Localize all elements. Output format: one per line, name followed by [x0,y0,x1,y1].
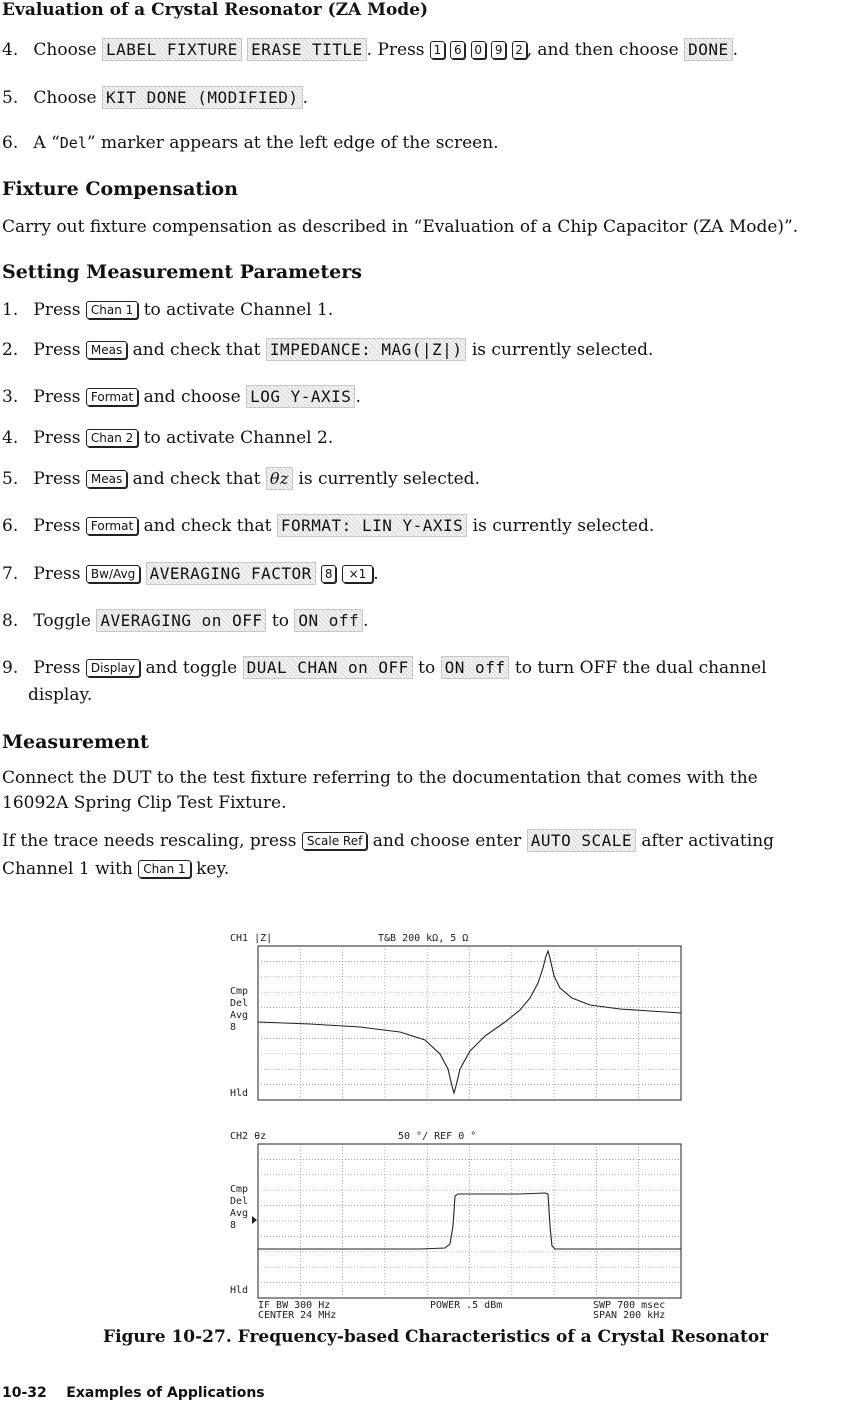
key-0[interactable]: 0 [471,41,486,59]
key-1[interactable]: 1 [430,41,445,59]
step-text: , and then choose [526,40,679,60]
step-text: Choose [33,40,97,60]
step-number: 3. [2,387,19,407]
footer-center: CENTER 24 MHz [258,1310,337,1321]
setting-step-2 [2,340,653,360]
setting-step-4 [2,428,333,448]
key-meas[interactable]: Meas [86,341,127,359]
setting-step-6 [2,516,654,536]
softkey-log-y-axis[interactable]: LOG Y-AXIS [246,385,355,408]
step-text: . [373,564,379,584]
analyzer-screen-figure [220,926,690,1326]
step-text: and check that [132,340,261,360]
step-text: is currently selected. [298,469,480,489]
step-text: Press [33,469,81,489]
measurement-p2a [2,831,774,851]
step-text: Toggle [33,611,91,631]
ch2-label: CH2 θz [230,1131,267,1142]
key-meas[interactable]: Meas [86,470,127,488]
measurement-p1b: 16092A Spring Clip Test Fixture. [2,793,287,813]
key-8[interactable]: 8 [321,565,336,583]
step-text: Press [33,564,81,584]
ch1-side-hld: Hld [230,1088,249,1099]
page-footer: 10-32 Examples of Applications [2,1385,265,1401]
para-text: key. [196,859,230,879]
ch2-side-cmp: Cmp [230,1184,249,1195]
ch1-scale: T&B 200 kΩ, 5 Ω [378,933,469,944]
fixture-text: Carry out fixture compensation as described in “Evaluation of a Chip Capacitor (ZA Mode)”. [2,217,799,237]
key-display[interactable]: Display [86,659,140,677]
key-6[interactable]: 6 [450,41,465,59]
step-4 [2,40,738,60]
step-6 [2,133,499,153]
step-text: to turn OFF the dual channel [514,658,767,678]
step-text: . Press [366,40,425,60]
para-text: and choose enter [372,831,522,851]
measurement-heading: Measurement [2,731,149,753]
step-text: Press [33,300,81,320]
ch2-side-avg: Avg [230,1208,249,1219]
softkey-auto-scale[interactable]: AUTO SCALE [527,829,636,852]
setting-step-9-cont: display. [28,685,93,705]
step-text: to activate Channel 2. [143,428,334,448]
step-text: . [302,88,308,108]
step-number: 9. [2,658,19,678]
key-bw-avg[interactable]: Bw/Avg [86,565,140,583]
step-text: Press [33,658,81,678]
step-number: 5. [2,88,19,108]
setting-step-7 [2,564,379,584]
footer-if-bw: IF BW 300 Hz [258,1300,331,1311]
key-chan-2[interactable]: Chan 2 [86,429,138,447]
softkey-averaging-factor[interactable]: AVERAGING FACTOR [146,562,316,585]
ch1-side-cmp: Cmp [230,986,249,997]
ch2-graticule [258,1144,681,1298]
step-number: 4. [2,428,19,448]
step-number: 8. [2,611,19,631]
fixture-heading: Fixture Compensation [2,178,238,200]
softkey-format-lin-y-axis[interactable]: FORMAT: LIN Y-AXIS [277,514,467,537]
key-x1[interactable]: ×1 [342,565,374,583]
ch1-graticule [258,946,681,1100]
setting-heading: Setting Measurement Parameters [2,261,362,283]
key-format[interactable]: Format [86,388,138,406]
ref-marker-icon [252,1216,257,1224]
setting-step-3 [2,387,361,407]
softkey-impedance-mag[interactable]: IMPEDANCE: MAG(|Z|) [266,338,467,361]
setting-step-9 [2,658,767,678]
key-format[interactable]: Format [86,517,138,535]
page-title: Evaluation of a Crystal Resonator (ZA Mode) [2,0,429,20]
step-number: 5. [2,469,19,489]
footer-power: POWER .5 dBm [430,1300,503,1311]
step-5 [2,88,308,108]
step-text: and choose [143,387,241,407]
footer-span: SPAN 200 kHz [593,1310,666,1321]
step-text: to activate Channel 1. [143,300,334,320]
step-number: 6. [2,516,19,536]
setting-step-5 [2,469,480,489]
softkey-done[interactable]: DONE [684,38,733,61]
para-text: If the trace needs rescaling, press [2,831,297,851]
step-text: Press [33,387,81,407]
step-number: 1. [2,300,19,320]
step-text: ” marker appears at the left edge of the screen. [86,133,499,153]
step-text: and check that [143,516,272,536]
setting-step-1 [2,300,333,320]
figure-caption: Figure 10-27. Frequency-based Characteristics of a Crystal Resonator [103,1327,769,1347]
step-text: to [418,658,436,678]
ch1-label: CH1 |Z| [230,933,273,944]
ch2-side-hld: Hld [230,1285,249,1296]
step-text: Press [33,428,81,448]
measurement-p2b [2,859,229,879]
step-text: is currently selected. [472,516,655,536]
para-text: after activating [641,831,775,851]
ch1-side-del: Del [230,998,249,1009]
step-text: Choose [33,88,97,108]
del-marker-text: Del [59,134,87,152]
step-text: A “ [33,133,60,153]
measurement-p1a: Connect the DUT to the test fixture referring to the documentation that comes with the [2,768,758,788]
setting-step-8 [2,611,369,631]
step-text: Press [33,340,81,360]
key-2[interactable]: 2 [512,41,527,59]
step-text: to [271,611,289,631]
step-text: . [355,387,361,407]
key-chan-1[interactable]: Chan 1 [86,301,138,319]
step-text: and toggle [145,658,238,678]
footer-sweep: SWP 700 msec [593,1300,666,1311]
ch2-side-8: 8 [230,1220,237,1231]
step-text: and check that [132,469,261,489]
step-number: 7. [2,564,19,584]
step-number: 2. [2,340,19,360]
step-number: 6. [2,133,19,153]
step-text: . [363,611,369,631]
step-text: Press [33,516,81,536]
para-text: Channel 1 with [2,859,133,879]
key-scale-ref[interactable]: Scale Ref [302,832,368,850]
ch1-side-8: 8 [230,1022,237,1033]
key-9[interactable]: 9 [491,41,506,59]
ch2-side-del: Del [230,1196,249,1207]
softkey-on-off[interactable]: ON off [294,609,363,632]
softkey-erase-title[interactable]: ERASE TITLE [247,38,366,61]
softkey-on-off[interactable]: ON off [441,656,510,679]
softkey-averaging-on-off[interactable]: AVERAGING on OFF [96,609,266,632]
softkey-theta-z[interactable]: θz [266,467,293,490]
ch2-scale: 50 °/ REF 0 ° [398,1131,477,1142]
step-text: is currently selected. [471,340,654,360]
step-number: 4. [2,40,19,60]
key-chan-1[interactable]: Chan 1 [138,860,190,878]
softkey-label-fixture[interactable]: LABEL FIXTURE [102,38,242,61]
ch1-side-avg: Avg [230,1010,249,1021]
step-text: . [732,40,739,60]
softkey-kit-done-modified[interactable]: KIT DONE (MODIFIED) [102,86,303,109]
softkey-dual-chan-on-off[interactable]: DUAL CHAN on OFF [243,656,413,679]
